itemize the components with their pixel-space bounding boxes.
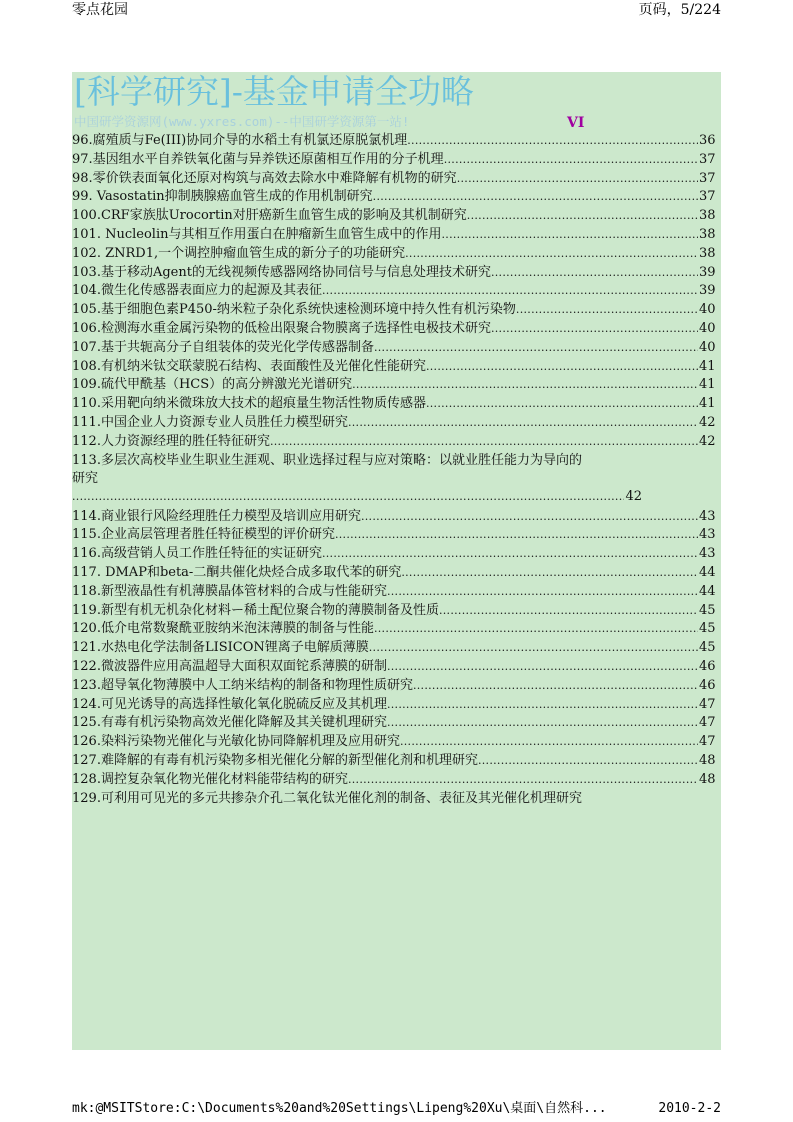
toc-leader-dots — [373, 188, 698, 206]
toc-entry[interactable] — [72, 433, 721, 452]
toc-entry-title: 97.基因组水平自养铁氧化菌与异养铁还原菌相互作用的分子机理 — [72, 151, 444, 167]
toc-entry-title: 106.检测海水重金属污染物的低检出限聚合物膜离子选择性电极技术研究 — [72, 320, 491, 336]
toc-entry[interactable] — [72, 376, 721, 395]
toc-entry-page: 39 — [699, 283, 716, 299]
toc-leader-dots — [322, 282, 698, 300]
toc-entry[interactable] — [72, 714, 721, 733]
toc-entry[interactable] — [72, 320, 721, 339]
toc-entry[interactable] — [72, 508, 721, 527]
toc-entry[interactable] — [72, 583, 721, 602]
toc-leader-dots — [426, 358, 698, 376]
toc-leader-dots — [401, 564, 698, 582]
toc-entry-title: 119.新型有机无机杂化材料ー稀土配位聚合物的薄膜制备及性质 — [72, 602, 439, 618]
toc-leader-dots — [322, 545, 698, 563]
toc-entry-page: 41 — [699, 358, 716, 374]
toc-leader-dots — [516, 301, 698, 319]
header-site-name: 零点花园 — [72, 2, 128, 18]
toc-entry-page: 44 — [699, 564, 716, 580]
toc-entry-page: 38 — [699, 245, 716, 261]
toc-leader-dots — [405, 245, 698, 263]
toc-leader-dots — [352, 376, 698, 394]
toc-entry-page: 43 — [699, 508, 716, 524]
toc-leader-dots — [439, 602, 698, 620]
footer-date: 2010-2-2 — [658, 1101, 721, 1116]
toc-entry[interactable] — [72, 526, 721, 545]
toc-entry-title: 103.基于移动Agent的无线视频传感器网络协同信号与信息处理技术研究 — [72, 264, 491, 280]
toc-leader-dots — [72, 488, 624, 506]
toc-entry-page: 39 — [699, 264, 716, 280]
roman-page-marker: VI — [567, 115, 585, 131]
toc-entry-title: 111.中国企业人力资源专业人员胜任力模型研究 — [72, 414, 348, 430]
toc-leader-dots — [444, 151, 698, 169]
table-of-contents — [72, 132, 721, 808]
toc-entry-title: 102. ZNRD1,一个调控肿瘤血管生成的新分子的功能研究 — [72, 245, 406, 261]
toc-entry-page: 42 — [625, 488, 642, 504]
toc-entry[interactable] — [72, 358, 721, 377]
toc-entry-page: 40 — [699, 339, 716, 355]
toc-entry[interactable] — [72, 226, 721, 245]
toc-leader-dots — [387, 583, 698, 601]
toc-entry-title: 110.采用靶向纳米微珠放大技术的超痕量生物活性物质传感器 — [72, 396, 426, 412]
toc-leader-dots — [387, 714, 698, 732]
toc-entry-title: 112.人力资源经理的胜任特征研究 — [72, 433, 270, 449]
toc-entry-title: 98.零价铁表面氧化还原对构筑与高效去除水中难降解有机物的研究 — [72, 170, 457, 186]
toc-entry-title: 120.低介电常数聚酰亚胺纳米泡沫薄膜的制备与性能 — [72, 621, 374, 637]
toc-entry-title: 117. DMAP和beta-二酮共催化炔烃合成多取代苯的研究 — [72, 564, 402, 580]
toc-entry-page: 45 — [699, 621, 716, 637]
toc-entry-title: 118.新型液晶性有机薄膜晶体管材料的合成与性能研究 — [72, 583, 387, 599]
toc-entry-page: 46 — [699, 658, 716, 674]
toc-entry-title: 121.水热电化学法制备LISICON锂离子电解质薄膜 — [72, 640, 369, 656]
toc-entry[interactable] — [72, 696, 721, 715]
toc-leader-dots — [426, 395, 698, 413]
toc-entry-page: 47 — [699, 734, 716, 750]
page-header — [72, 0, 721, 22]
toc-leader-dots — [374, 339, 698, 357]
toc-entry-page: 41 — [699, 396, 716, 412]
toc-leader-dots — [407, 132, 698, 150]
toc-leader-dots — [335, 526, 698, 544]
toc-entry-title: 124.可见光诱导的高选择性敏化氧化脱硫反应及其机理 — [72, 696, 387, 712]
footer-file-path: mk:@MSITStore:C:\Documents%20and%20Settings\Lipeng%20Xu\桌面\自然科... — [72, 1101, 607, 1116]
toc-entry-page: 36 — [699, 133, 716, 148]
document-title: [科学研究]-基金申请全功略 — [74, 72, 474, 111]
toc-entry-title: 99. Vasostatin抑制胰腺癌血管生成的作用机制研究 — [72, 189, 373, 205]
toc-leader-dots — [467, 207, 698, 225]
toc-entry-page: 48 — [699, 771, 716, 787]
toc-entry[interactable] — [72, 151, 721, 170]
toc-leader-dots — [457, 170, 698, 188]
toc-entry-page: 37 — [699, 151, 716, 167]
toc-leader-dots — [270, 433, 698, 451]
toc-entry-title: 129.可利用可见光的多元共掺杂介孔二氧化钛光催化剂的制备、表征及其光催化机理研究 — [72, 790, 582, 806]
toc-entry-page: 37 — [699, 170, 716, 186]
toc-entry-title: 126.染料污染物光催化与光敏化协同降解机理及应用研究 — [72, 734, 400, 750]
toc-entry-title: 127.难降解的有毒有机污染物多相光催化分解的新型催化剂和机理研究 — [72, 752, 478, 768]
toc-entry[interactable] — [72, 733, 721, 752]
toc-entry-page: 47 — [699, 715, 716, 731]
toc-entry[interactable] — [72, 188, 721, 207]
document-content — [72, 72, 721, 1050]
toc-entry-page: 38 — [699, 208, 716, 224]
header-page-number: 页码，5/224 — [638, 2, 721, 18]
site-tagline: 中国研学资源网(www.yxres.com)--中国研学资源第一站! — [74, 114, 410, 129]
toc-entry-title: 105.基于细胞色素P450-纳米粒子杂化系统快速检测环境中持久性有机污染物 — [72, 302, 516, 318]
toc-entry[interactable] — [72, 132, 721, 151]
toc-entry-page: 42 — [699, 433, 716, 449]
toc-entry-page: 47 — [699, 696, 716, 712]
toc-leader-dots — [441, 226, 698, 244]
toc-entry-page: 46 — [699, 677, 716, 693]
toc-entry-page: 38 — [699, 226, 716, 242]
toc-entry[interactable] — [72, 452, 721, 508]
toc-leader-dots — [361, 508, 698, 526]
toc-leader-dots — [413, 677, 698, 695]
toc-entry-title: 114.商业银行风险经理胜任力模型及培训应用研究 — [72, 508, 361, 524]
toc-entry-title: 96.腐殖质与Fe(III)协同介导的水稻土有机氯还原脱氯机理 — [72, 133, 408, 148]
toc-entry[interactable] — [72, 395, 721, 414]
toc-entry-title: 125.有毒有机污染物高效光催化降解及其关键机理研究 — [72, 715, 387, 731]
toc-leader-dots — [478, 752, 698, 770]
toc-entry[interactable] — [72, 658, 721, 677]
toc-entry-page: 44 — [699, 583, 716, 599]
toc-entry[interactable] — [72, 264, 721, 283]
toc-entry-title: 100.CRF家族肽Urocortin对肝癌新生血管生成的影响及其机制研究 — [72, 208, 467, 224]
toc-entry-title: 113.多层次高校毕业生职业生涯观、职业选择过程与应对策略：以就业胜任能力为导向的 — [72, 452, 582, 468]
toc-entry-title-cont: 研究 — [72, 470, 99, 486]
toc-entry-page: 43 — [699, 546, 716, 562]
toc-entry-page: 41 — [699, 377, 716, 393]
toc-entry-title: 122.微波器件应用高温超导大面积双面铊系薄膜的研制 — [72, 658, 387, 674]
toc-entry-title: 107.基于共轭高分子自组装体的荧光化学传感器制备 — [72, 339, 374, 355]
toc-entry-title: 108.有机纳米钛交联蒙脱石结构、表面酸性及光催化性能研究 — [72, 358, 426, 374]
toc-entry[interactable] — [72, 677, 721, 696]
toc-entry-page: 40 — [699, 302, 716, 318]
toc-leader-dots — [374, 620, 698, 638]
toc-entry[interactable] — [72, 339, 721, 358]
toc-leader-dots — [491, 320, 698, 338]
toc-entry[interactable] — [72, 545, 721, 564]
toc-entry-page: 48 — [699, 752, 716, 768]
toc-entry[interactable] — [72, 245, 721, 264]
toc-entry-page: 45 — [699, 602, 716, 618]
toc-entry[interactable] — [72, 602, 721, 621]
toc-entry[interactable] — [72, 170, 721, 189]
toc-leader-dots — [348, 771, 698, 789]
toc-entry-page: 45 — [699, 640, 716, 656]
toc-entry[interactable] — [72, 414, 721, 433]
toc-entry[interactable] — [72, 790, 721, 808]
toc-entry[interactable] — [72, 752, 721, 771]
toc-entry-page: 42 — [699, 414, 716, 430]
toc-entry-page: 37 — [699, 189, 716, 205]
toc-entry-title: 128.调控复杂氧化物光催化材料能带结构的研究 — [72, 771, 348, 787]
toc-entry-title: 115.企业高层管理者胜任特征模型的评价研究 — [72, 527, 335, 543]
toc-entry[interactable] — [72, 771, 721, 790]
toc-leader-dots — [491, 264, 698, 282]
toc-entry[interactable] — [72, 564, 721, 583]
toc-entry[interactable] — [72, 639, 721, 658]
toc-entry-page: 43 — [699, 527, 716, 543]
toc-leader-dots — [387, 658, 698, 676]
toc-entry[interactable] — [72, 301, 721, 320]
toc-entry-title: 101. Nucleolin与其相互作用蛋白在肿瘤新生血管生成中的作用 — [72, 226, 442, 242]
toc-entry[interactable] — [72, 620, 721, 639]
toc-leader-dots — [400, 733, 698, 751]
toc-entry[interactable] — [72, 207, 721, 226]
toc-entry-title: 123.超导氧化物薄膜中人工纳米结构的制备和物理性质研究 — [72, 677, 413, 693]
toc-entry-title: 116.高级营销人员工作胜任特征的实证研究 — [72, 546, 322, 562]
toc-leader-dots — [369, 639, 698, 657]
toc-leader-dots — [387, 696, 698, 714]
toc-entry[interactable] — [72, 282, 721, 301]
toc-entry-title: 109.硫代甲酰基（HCS）的高分辨激光光谱研究 — [72, 377, 353, 393]
toc-entry-page: 40 — [699, 320, 716, 336]
toc-entry-title: 104.微生化传感器表面应力的起源及其表征 — [72, 283, 322, 299]
toc-leader-dots — [348, 414, 698, 432]
